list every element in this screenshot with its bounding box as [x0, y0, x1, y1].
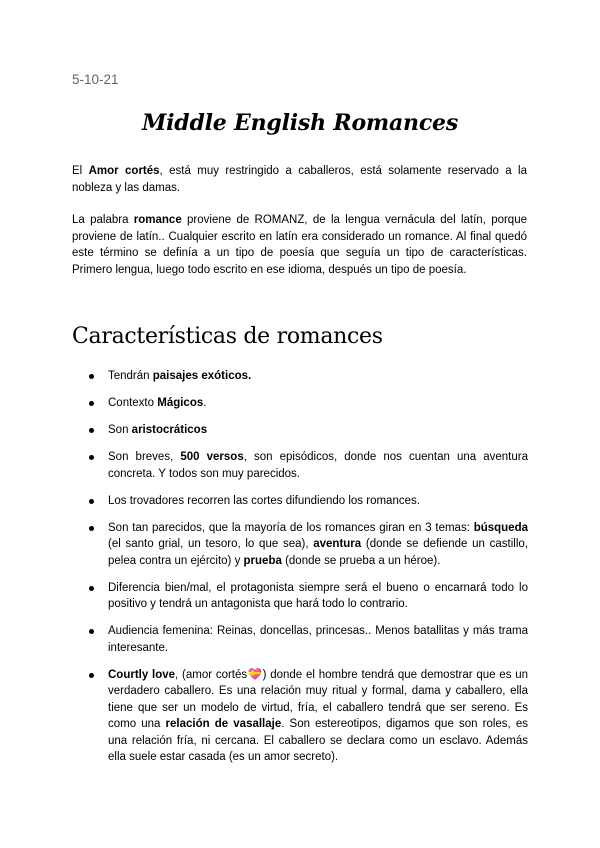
bold-term: prueba [243, 554, 282, 567]
section-heading: Características de romances [72, 324, 383, 349]
text: , está muy restringido a caballeros, está solamente reservado a la nobleza y las damas. [72, 165, 527, 194]
list-item [72, 580, 528, 613]
bullet-icon [89, 428, 94, 433]
text: proviene de ROMANZ, de la lengua vernácula del latín, porque proviene de latín.. Cualquier escrito en latín era considerado un romance. Al final quedó este término se definía a un tipo de poesía que seguía un tipo de características. Primero lengua, luego todo escrito en ese idioma, después un tipo de poesía. [72, 214, 527, 276]
bold-term: búsqueda [473, 521, 528, 534]
text: Los trovadores recorren las cortes difundiendo los romances. [108, 494, 420, 507]
bold-term: romance [133, 214, 182, 226]
bullet-icon [89, 455, 94, 460]
bold-term: relación de vasallaje [165, 718, 282, 730]
list-item [72, 449, 528, 482]
list-item [72, 422, 528, 439]
list-item [72, 395, 528, 412]
bullet-icon [89, 374, 94, 379]
characteristics-list [72, 368, 528, 776]
text: Diferencia bien/mal, el protagonista siempre será el bueno o encarnará todo lo positivo y tendrá un antagonista que hará todo lo contrario. [108, 581, 528, 610]
bold-term: aristocráticos [131, 424, 208, 436]
text: Tendrán [108, 370, 153, 382]
list-item [72, 368, 528, 385]
bold-term: paisajes exóticos. [152, 370, 252, 382]
text: Son [108, 424, 132, 436]
bold-term: Mágicos [157, 397, 204, 409]
text: Son breves, [108, 451, 181, 463]
text: , (amor cortés [175, 668, 248, 681]
bold-term: 500 versos [180, 451, 244, 463]
intro-paragraph-2 [72, 212, 527, 278]
intro-paragraph-1 [72, 163, 527, 196]
text: Audiencia femenina: Reinas, doncellas, princesas.. Menos batallitas y más trama interesante. [108, 625, 528, 654]
date: 5-10-21 [72, 72, 119, 87]
bullet-icon [89, 629, 94, 634]
bold-term: aventura [313, 538, 362, 550]
bullet-icon [89, 673, 94, 678]
text: Contexto [108, 397, 158, 409]
text: . [203, 397, 207, 409]
text: . Son estereotipos, digamos que son roles, es una relación fría, ni cercana. El caballero se declara como un esclavo. Además ella suele estar casada (es un amor secreto). [108, 718, 528, 763]
bullet-icon [89, 586, 94, 591]
list-item [72, 520, 528, 570]
list-item [72, 667, 528, 766]
text: ) donde el hombre tendrá que demostrar que es un verdadero caballero. Es una relación muy ritual y formal, dama y caballero, ella tiene que ser un modelo de virtud, fría, el caballero tendrá que ser sereno. Es como una [108, 668, 529, 730]
text: Son tan parecidos, que la mayoría de los romances giran en 3 temas: [108, 521, 474, 534]
bullet-icon [89, 401, 94, 406]
text: (donde se prueba a un héroe). [281, 554, 441, 567]
list-item [72, 493, 528, 510]
text: El [72, 165, 89, 177]
heart-gift-icon: 💝 [247, 668, 263, 681]
bold-term: Courtly love [108, 668, 176, 681]
page-title: Middle English Romances [141, 110, 459, 136]
text: (el santo grial, un tesoro, lo que sea), [108, 538, 314, 550]
bullet-icon [89, 499, 94, 504]
list-item [72, 623, 528, 656]
text: La palabra [72, 214, 134, 226]
text: , son episódicos, donde nos cuentan una aventura concreta. Y todos son muy parecidos. [108, 451, 528, 480]
bullet-icon [89, 526, 94, 531]
text: (donde se defiende un castillo, pelea contra un ejército) y [108, 538, 528, 567]
bold-term: Amor cortés [88, 165, 160, 177]
